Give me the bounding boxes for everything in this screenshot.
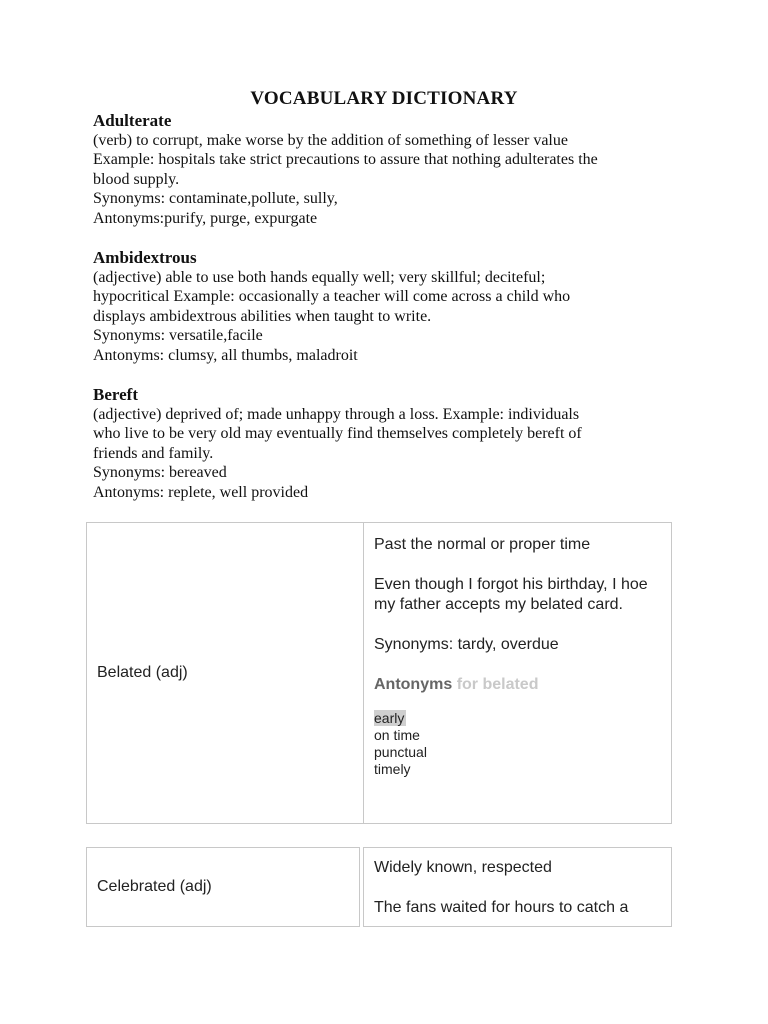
entry-line: Synonyms: versatile,facile [93,327,263,344]
antonyms-list [374,710,661,778]
entry-line: friends and family. [93,444,214,462]
entry-line: Synonyms: bereaved [93,464,227,481]
antonyms-heading [374,675,661,695]
entry-ambidextrous [93,248,693,365]
definition-text: Past the normal or proper time [374,536,591,553]
entry-line: Antonyms: clumsy, all thumbs, maladroit [93,346,358,364]
entry-line: Antonyms:purify, purge, expurgate [93,209,318,227]
antonym-item: punctual [374,744,427,760]
entry-line: (adjective) deprived of; made unhappy through a loss. Example: individuals [93,405,580,423]
entry-line: hypocritical Example: occasionally a teacher will come across a child who [93,288,571,305]
entry-line: Synonyms: contaminate,pollute, sully, [93,190,338,207]
term-cell [87,523,364,824]
entry-word: Bereft [93,385,138,404]
table-belated [86,522,672,824]
entry-adulterate [93,111,693,228]
example-line: Even though I forgot his birthday, I hoe [374,576,648,593]
entry-line: (verb) to corrupt, make worse by the addition of something of lesser value [93,131,568,149]
entry-line: displays ambidextrous abilities when taught to write. [93,307,432,325]
entry-line: who live to be very old may eventually find themselves completely bereft of [93,425,582,442]
page-title: VOCABULARY DICTIONARY [250,88,518,109]
entry-line: Example: hospitals take strict precautions to assure that nothing adulterates the [93,151,598,168]
antonym-item: on time [374,727,420,743]
term-label: Celebrated (adj) [97,878,212,895]
table-row [86,847,672,927]
synonyms-text: Synonyms: tardy, overdue [374,636,559,653]
entry-word: Adulterate [93,111,172,130]
entry-bereft [93,385,693,502]
antonym-item: early [374,710,405,726]
entry-line: Antonyms: replete, well provided [93,483,309,501]
table-row [87,523,672,824]
entry-line: (adjective) able to use both hands equally well; very skillful; deciteful; [93,268,546,286]
entry-line: blood supply. [93,170,180,188]
example-line: my father accepts my belated card. [374,596,623,613]
antonyms-sublabel: for belated [456,676,539,693]
definition-cell [363,847,672,927]
entry-word: Ambidextrous [93,248,197,267]
term-cell [86,847,363,927]
example-line: The fans waited for hours to catch a [374,899,629,916]
table-celebrated [86,847,672,927]
definition-cell [364,523,672,824]
antonyms-label: Antonyms [374,676,453,693]
antonym-item: timely [374,761,411,777]
definition-text: Widely known, respected [374,859,552,876]
term-label: Belated (adj) [97,664,188,681]
